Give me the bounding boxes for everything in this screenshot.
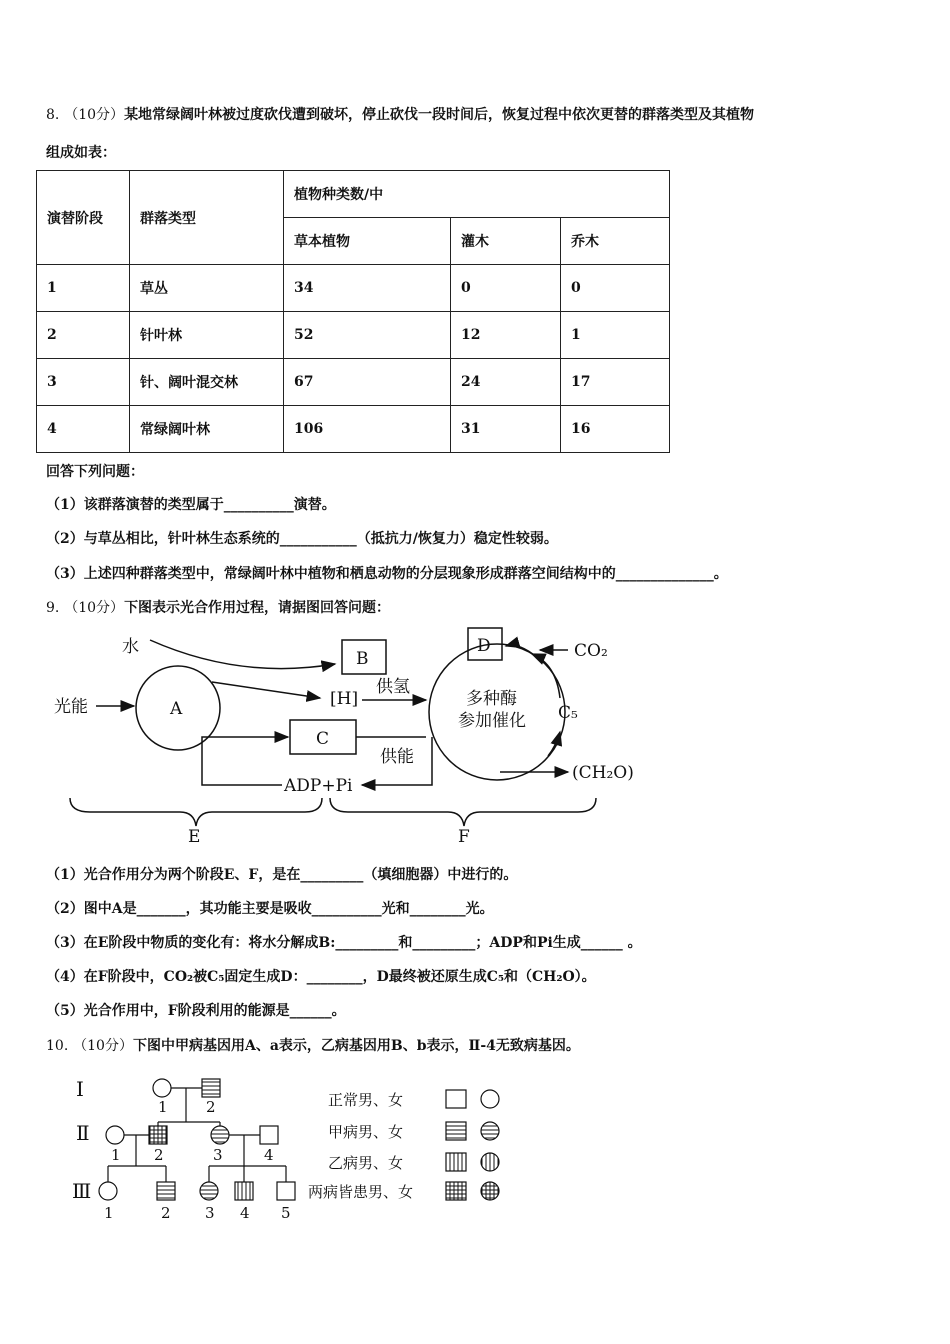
gen-3-label: Ⅲ [72, 1179, 92, 1203]
II-2-label: 2 [154, 1146, 164, 1164]
table-row [37, 359, 670, 406]
label-a: A [170, 699, 183, 719]
q8-number: 8. [46, 107, 60, 123]
legend-a-label: 甲病男、女 [328, 1123, 404, 1141]
III-2-male-disease-a [157, 1182, 175, 1200]
cell-stage: 1 [37, 265, 130, 312]
III-3-label: 3 [205, 1204, 215, 1222]
label-supply-energy: 供能 [380, 747, 414, 767]
label-water: 水 [122, 637, 139, 657]
legend-female-both [481, 1182, 499, 1200]
III-3-female-disease-a [200, 1182, 218, 1200]
cell-shrub: 24 [451, 359, 561, 406]
III-2-label: 2 [161, 1204, 171, 1222]
q9-sub2: （2）图中A是_______，其功能主要是吸收__________光和________光。 [46, 901, 494, 917]
legend-male-normal [446, 1090, 466, 1108]
q8-stem-line2: 组成如表： [46, 145, 116, 161]
header-stage: 演替阶段 [37, 171, 130, 265]
cell-tree: 16 [561, 406, 670, 453]
III-1-label: 1 [104, 1204, 114, 1222]
cell-shrub: 12 [451, 312, 561, 359]
legend-both-label: 两病皆患男、女 [308, 1183, 414, 1201]
label-enzyme-1: 多种酶 [466, 689, 517, 709]
label-e: E [188, 827, 201, 847]
q8-stem-text: 某地常绿阔叶林被过度砍伐遭到破坏，停止砍伐一段时间后，恢复过程中依次更替的群落类型及其植物 [124, 107, 755, 123]
cell-shrub: 0 [451, 265, 561, 312]
label-ch2o: (CH₂O) [572, 763, 634, 783]
photosynthesis-diagram [0, 620, 700, 852]
a-to-h-arrow [212, 682, 320, 698]
brace-f [330, 798, 596, 826]
label-f: F [458, 827, 470, 847]
cell-herb: 52 [284, 312, 451, 359]
table-row [37, 312, 670, 359]
header-shrub: 灌木 [451, 218, 561, 265]
q10-stem [46, 1035, 580, 1055]
q8-sub2: （2）与草丛相比，针叶林生态系统的___________（抵抗力/恢复力）稳定性较弱。 [46, 531, 558, 547]
cell-herb: 106 [284, 406, 451, 453]
I-1-label: 1 [158, 1098, 168, 1116]
q9-sub3: （3）在E阶段中物质的变化有：将水分解成B:_________和_________；ADP和Pi生成______ 。 [46, 935, 642, 951]
cell-stage: 2 [37, 312, 130, 359]
legend-normal-label: 正常男、女 [328, 1091, 404, 1109]
cell-stage: 4 [37, 406, 130, 453]
cycle-top-arrow [506, 645, 540, 660]
III-4-male-disease-b [235, 1182, 253, 1200]
cell-type: 常绿阔叶林 [130, 406, 284, 453]
q9-stem [46, 597, 390, 617]
adp-to-a-line [202, 744, 282, 785]
table-row [37, 265, 670, 312]
cell-tree: 1 [561, 312, 670, 359]
q8-answer-prompt: 回答下列问题： [46, 464, 144, 480]
label-enzyme-2: 参加催化 [458, 711, 526, 731]
II-3-female-disease-a [211, 1126, 229, 1144]
I-2-label: 2 [206, 1098, 216, 1116]
legend-female-normal [481, 1090, 499, 1108]
legend-b-label: 乙病男、女 [328, 1154, 404, 1172]
label-supply-h: 供氢 [376, 677, 410, 697]
II-3-label: 3 [213, 1146, 223, 1164]
III-4-label: 4 [240, 1204, 250, 1222]
cell-herb: 34 [284, 265, 451, 312]
header-species: 植物种类数/中 [284, 171, 670, 218]
cell-type: 针、阔叶混交林 [130, 359, 284, 406]
q8-sub1: （1）该群落演替的类型属于__________演替。 [46, 497, 336, 513]
cell-type: 草丛 [130, 265, 284, 312]
q9-sub4: （4）在F阶段中，CO₂被C₅固定生成D：________，D最终被还原生成C₅和（CH₂O）。 [46, 969, 596, 985]
legend-male-a [446, 1122, 466, 1140]
label-c5: C₅ [558, 703, 578, 723]
cycle-right-arrow [548, 732, 560, 756]
I-2-male-disease-a [202, 1079, 220, 1097]
I-1-female-normal [153, 1079, 171, 1097]
gen-2-label: Ⅱ [76, 1121, 90, 1145]
q8-stem-line1 [46, 104, 754, 124]
q9-score: （10分） [64, 600, 125, 616]
a-to-c-arrow [202, 737, 288, 744]
q8-sub3: （3）上述四种群落类型中，常绿阔叶林中植物和栖息动物的分层现象形成群落空间结构中的______________。 [46, 566, 728, 582]
label-light: 光能 [54, 697, 88, 717]
II-4-label: 4 [264, 1146, 274, 1164]
q10-number: 10. [46, 1038, 69, 1054]
cell-stage: 3 [37, 359, 130, 406]
II-1-label: 1 [111, 1146, 121, 1164]
II-1-female-normal [106, 1126, 124, 1144]
q9-number: 9. [46, 600, 60, 616]
label-b: B [356, 649, 369, 669]
header-tree: 乔木 [561, 218, 670, 265]
pedigree-chart [0, 1068, 560, 1228]
legend-male-both [446, 1182, 466, 1200]
label-d: D [477, 636, 491, 656]
cell-tree: 0 [561, 265, 670, 312]
q10-stem-text: 下图中甲病基因用A、a表示，乙病基因用B、b表示，Ⅱ-4无致病基因。 [132, 1038, 580, 1054]
III-1-female-normal [99, 1182, 117, 1200]
label-h: [H] [330, 689, 359, 709]
cell-tree: 17 [561, 359, 670, 406]
legend-male-b [446, 1153, 466, 1171]
q9-sub5: （5）光合作用中，F阶段利用的能源是______。 [46, 1003, 346, 1019]
water-arrow [150, 640, 335, 669]
label-c: C [316, 729, 330, 749]
header-type: 群落类型 [130, 171, 284, 265]
q9-stem-text: 下图表示光合作用过程，请据图回答问题： [124, 600, 391, 616]
succession-table [36, 170, 670, 453]
brace-e [70, 798, 322, 826]
legend-female-a [481, 1122, 499, 1140]
q9-sub1: （1）光合作用分为两个阶段E、F，是在_________（填细胞器）中进行的。 [46, 867, 518, 883]
cell-type: 针叶林 [130, 312, 284, 359]
cell-shrub: 31 [451, 406, 561, 453]
II-2-male-both [149, 1126, 167, 1144]
label-adp: ADP+Pi [284, 776, 353, 796]
III-5-label: 5 [281, 1204, 291, 1222]
III-5-male-normal [277, 1182, 295, 1200]
c5-arrow [532, 654, 560, 698]
q10-score: （10分） [73, 1038, 133, 1054]
legend-female-b [481, 1153, 499, 1171]
header-herb: 草本植物 [284, 218, 451, 265]
cell-herb: 67 [284, 359, 451, 406]
label-co2: CO₂ [574, 641, 608, 661]
q8-score: （10分） [64, 107, 125, 123]
table-row [37, 406, 670, 453]
gen-1-label: Ⅰ [76, 1077, 84, 1101]
II-4-male-normal [260, 1126, 278, 1144]
